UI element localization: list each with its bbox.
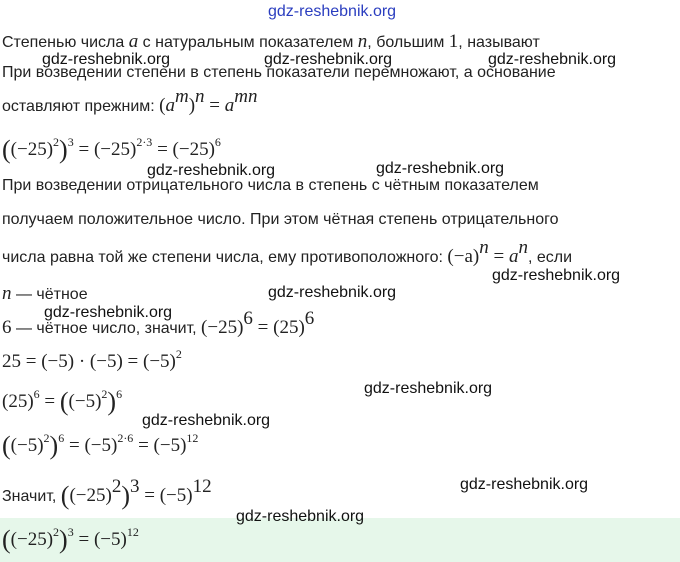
equals: = [204,95,225,116]
base: (−5) [84,435,118,456]
text: Степенью числа [2,34,129,51]
exp: n [518,237,528,258]
text: Значит, [2,488,61,505]
formula-line-1: $((-25)^2)^3 = (-25)^{2\cdot 3} = (-25)^6$ [2,135,221,164]
base: (−25) [10,529,54,550]
num-six: 6 [2,317,12,338]
base: (−25) [201,317,244,338]
equals: = [73,529,94,550]
exp: 6 [58,431,65,445]
base: (−5) [10,435,44,456]
text: , называют [458,34,540,51]
text: числа равна той же степени числа, ему противоположного: [2,249,448,266]
watermark: gdz-reshebnik.org [264,51,393,68]
base: (−25) [10,139,54,160]
equals: = [39,391,60,412]
equals: = [133,435,154,456]
exp: 6 [304,308,315,329]
equals: = [152,139,173,160]
var-a: a [224,95,235,116]
base: (−25) [93,139,137,160]
equals: = [64,435,85,456]
exp: 6 [116,387,123,401]
watermark: gdz-reshebnik.org [460,476,589,493]
conclusion-line: Значит, $((-25)^2)^3 = (-5)^{12}$ [2,476,212,510]
base: (−5) [159,485,193,506]
equals: = [488,246,509,267]
exp: 2 [175,347,182,361]
base: (−5) [93,529,127,550]
base: (−5) [68,391,102,412]
base: (−a) [447,246,480,267]
exp: 3 [129,476,140,497]
equals: = [73,139,94,160]
exp: 2 [111,476,122,497]
text: — чётное [11,286,88,303]
exp: n [479,237,489,258]
definition-line [2,32,540,53]
exp: 2 [53,135,60,149]
text: с натуральным показателем [138,34,358,51]
exp: 12 [192,476,212,497]
formula-line-4: $((-5)^2)^6 = (-5)^{2\cdot 6} = (-5)^{12}$ [2,431,199,460]
var-a: a [128,31,139,52]
var-n: n [357,31,368,52]
var-n: n [2,283,12,304]
exp: 2 [101,387,108,401]
watermark: gdz-reshebnik.org [236,508,365,525]
base: (25) [273,317,305,338]
text-line: получаем положительное число. При этом чётная степень отрицательного [2,211,559,228]
text-line: При возведении отрицательного числа в степень с чётным показателем [2,177,539,194]
rule-formula-line: оставляют прежним: $(a^m)^n = a^{mn}$ [2,86,258,116]
base: (−25) [172,139,215,160]
exp-mn: mn [234,86,258,107]
formula-line-3: $(25)^6 = ((-5)^2)^6$ [2,387,123,416]
text-line [2,284,88,305]
text: , если [527,249,572,266]
text: оставляют прежним: [2,98,160,115]
equals: = [252,317,274,338]
text: — чётное число, значит, [11,320,202,337]
base: (25) [2,391,34,412]
exp: 2·6 [117,431,134,445]
rule-line: При возведении степени в степень показатели перемножают, а основание [2,64,556,81]
watermark: gdz-reshebnik.org [147,162,276,179]
base: (−5) [153,435,187,456]
exp: 12 [186,431,199,445]
exp-m: m [174,86,189,107]
exp: 12 [126,525,139,539]
exp: 3 [67,525,74,539]
watermark-top: gdz-reshebnik.org [268,3,397,20]
exp: 6 [214,135,221,149]
base: (−25) [69,485,112,506]
watermark: gdz-reshebnik.org [142,412,271,429]
exp: 6 [33,387,40,401]
watermark: gdz-reshebnik.org [488,51,617,68]
var-a: a [508,246,519,267]
text-line-formula [2,237,572,268]
watermark: gdz-reshebnik.org [268,284,397,301]
answer-formula: $((-25)^2)^3 = (-5)^{12}$ [2,525,139,554]
watermark: gdz-reshebnik.org [492,267,621,284]
formula: 25 = (−5) · (−5) = (−5) [2,351,176,372]
watermark: gdz-reshebnik.org [364,380,493,397]
equals: = [139,485,160,506]
text: , большим [367,34,449,51]
watermark: gdz-reshebnik.org [376,160,505,177]
watermark: gdz-reshebnik.org [42,51,171,68]
exp: 3 [67,135,74,149]
exp: 2 [53,525,60,539]
exp: 2·3 [136,135,153,149]
exp: 6 [243,308,253,329]
formula-line-2 [2,347,182,372]
var-a: a [165,95,175,116]
exp: 2 [43,431,50,445]
exp-n: n [195,86,205,107]
num-one: 1 [448,31,459,52]
watermark: gdz-reshebnik.org [44,304,173,321]
